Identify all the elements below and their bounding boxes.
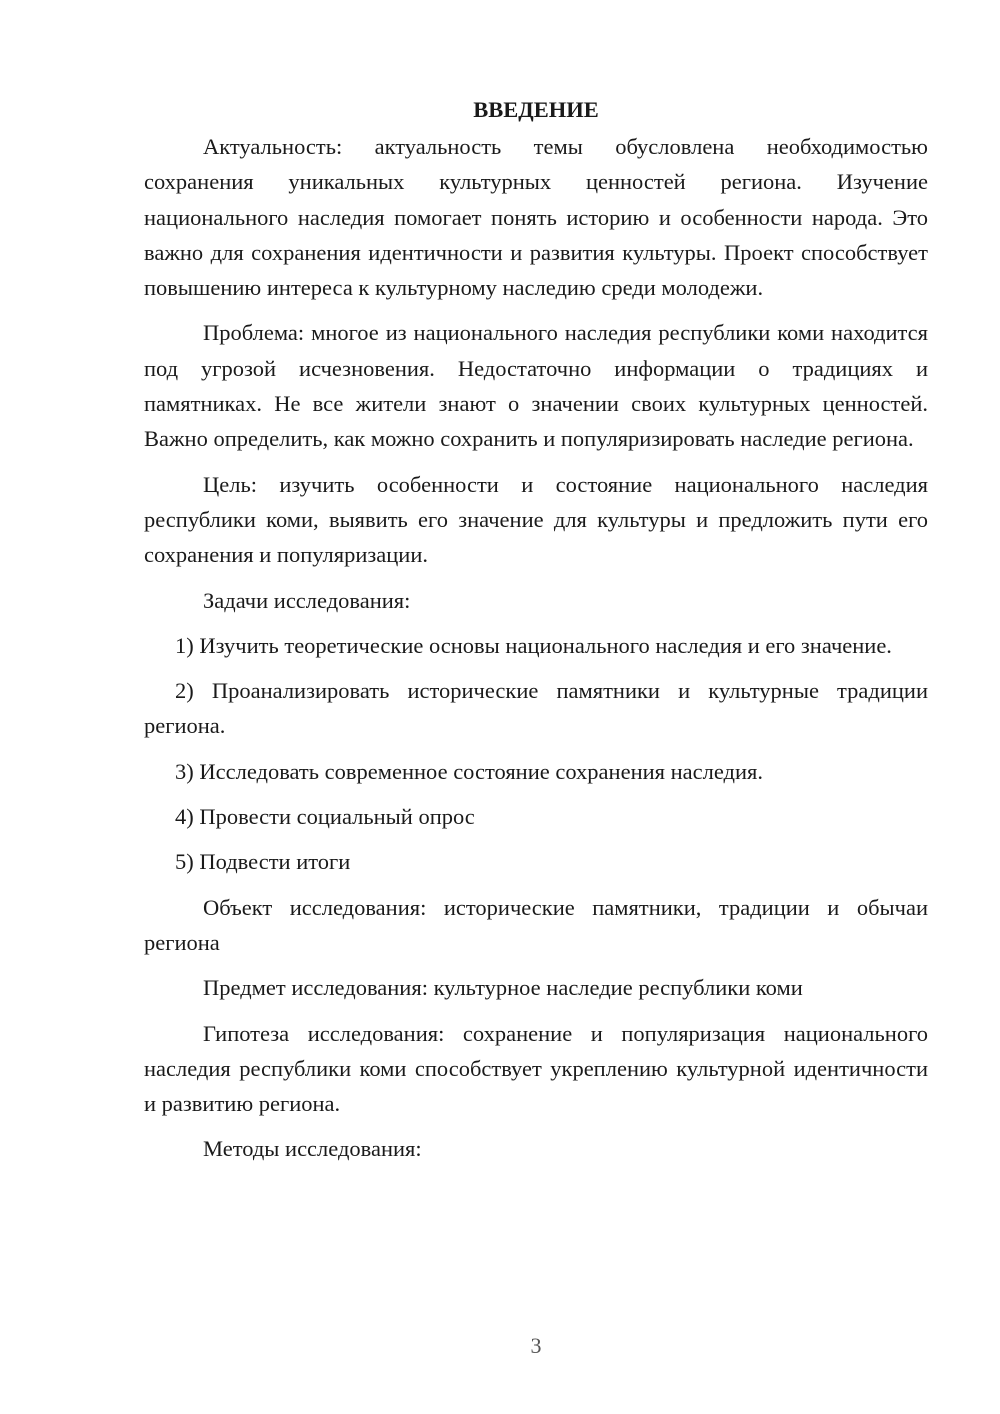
paragraph-goal: Цель: изучить особенности и состояние национального наследия республики коми, выявить его значение для культуры и предложить пути его сохранения и популяризации. (144, 471, 928, 568)
paragraph-relevance: Актуальность: актуальность темы обусловлена необходимостью сохранения уникальных культурных ценностей региона. Изучение национального наследия помогает понять историю и особенности народа. Это важно для сохранения идентичности и развития культуры. Проект способствует повышению интереса к культурному наследию среди молодежи. (144, 134, 928, 301)
paragraph-subject: Предмет исследования: культурное наследие республики коми (203, 975, 803, 1001)
task-item-2: 2) Проанализировать исторические памятники и культурные традиции региона. (144, 678, 928, 739)
task-item-5: 5) Подвести итоги (175, 849, 351, 875)
document-page (144, 92, 928, 1167)
task-item-3: 3) Исследовать современное состояние сохранения наследия. (175, 758, 764, 784)
paragraph-tasks-heading: Задачи исследования: (203, 587, 411, 613)
paragraph-problem: Проблема: многое из национального наследия республики коми находится под угрозой исчезновения. Недостаточно информации о традициях и памятниках. Не все жители знают о значении своих культурных ценностей. Важно определить, как можно сохранить и популяризировать наследие региона. (144, 320, 928, 452)
page-number: 3 (530, 1333, 542, 1358)
section-title: ВВЕДЕНИЕ (473, 97, 599, 122)
paragraph-hypothesis: Гипотеза исследования: сохранение и популяризация национального наследия республики коми способствует укреплению культурной идентичности и развитию региона. (144, 1020, 928, 1117)
task-item-4: 4) Провести социальный опрос (175, 804, 475, 830)
task-item-1: 1) Изучить теоретические основы национального наследия и его значение. (175, 632, 892, 658)
paragraph-object: Объект исследования: исторические памятники, традиции и обычаи региона (144, 894, 928, 955)
paragraph-methods: Методы исследования: (203, 1136, 422, 1162)
